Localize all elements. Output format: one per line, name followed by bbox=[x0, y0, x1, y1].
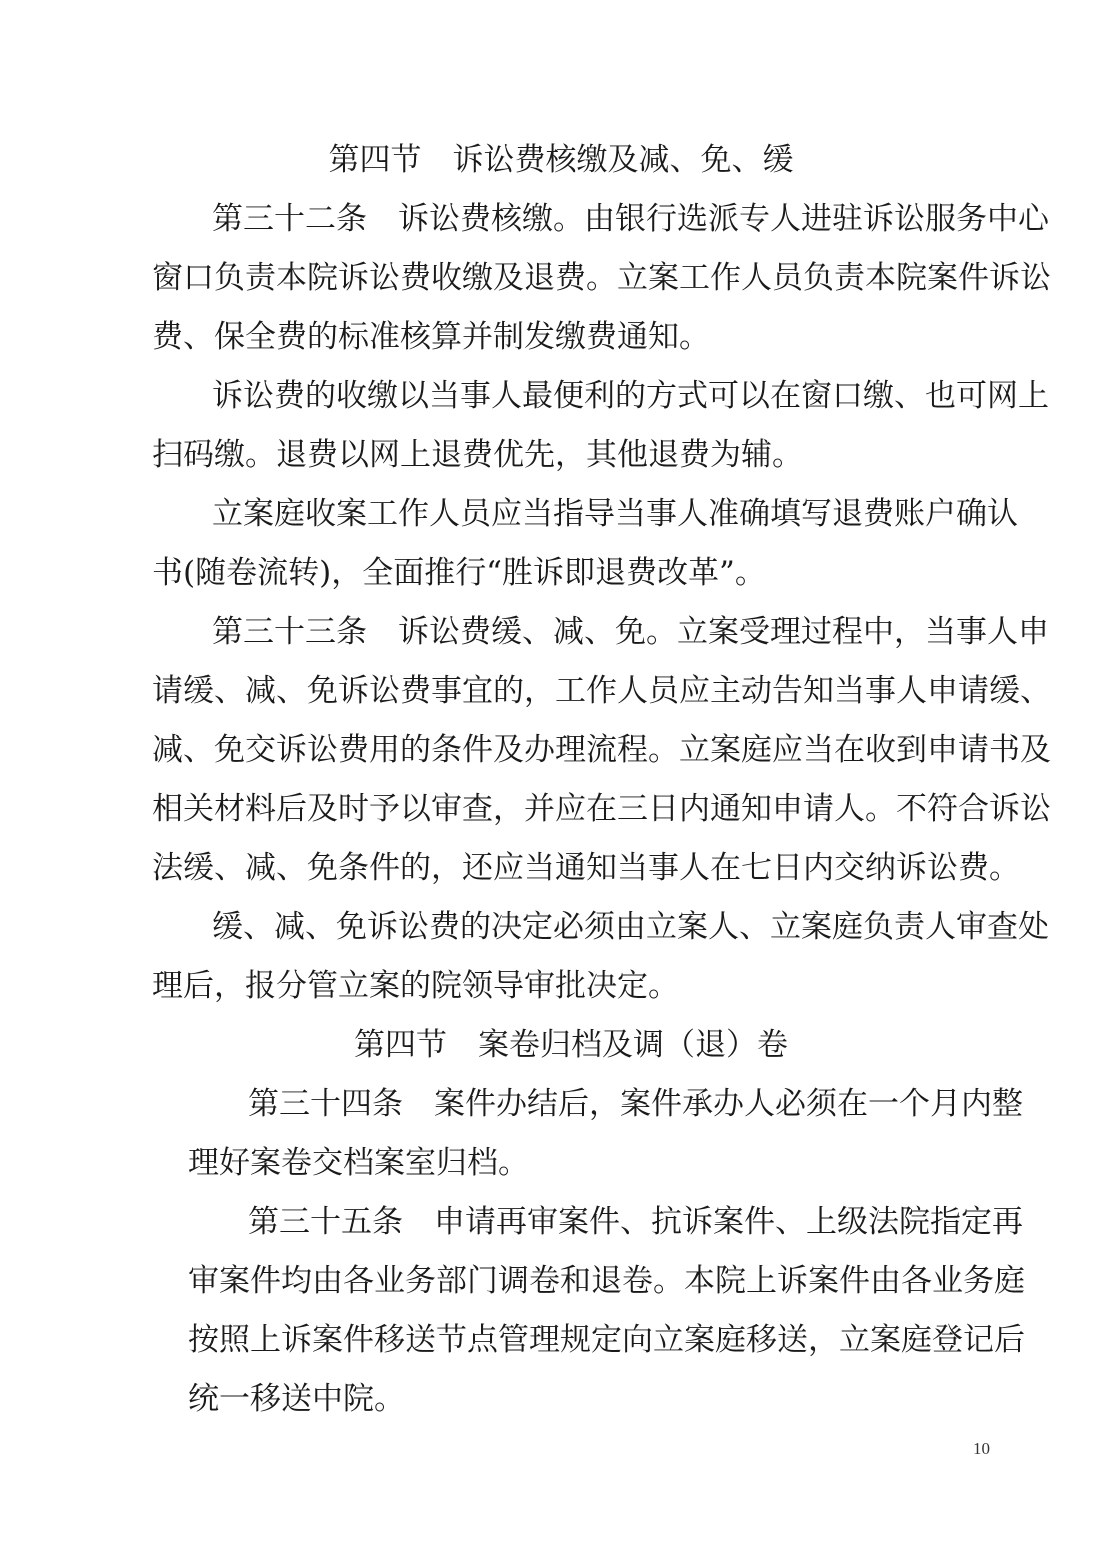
refund-paragraph-line-1: 立案庭收案工作人员应当指导当事人准确填写退费账户确认 bbox=[212, 496, 1018, 532]
approval-paragraph-line-1: 缓、减、免诉讼费的决定必须由立案人、立案庭负责人审查处 bbox=[212, 909, 1049, 945]
article-33-line-4: 相关材料后及时予以审查，并应在三日内通知申请人。不符合诉讼 bbox=[152, 791, 1051, 827]
refund-paragraph-line-2: 书(随卷流转)，全面推行“胜诉即退费改革”。 bbox=[152, 555, 766, 591]
article-33-line-5: 法缓、减、免条件的，还应当通知当事人在七日内交纳诉讼费。 bbox=[152, 850, 1020, 886]
article-34-line-1: 第三十四条 案件办结后，案件承办人必须在一个月内整 bbox=[248, 1086, 1023, 1122]
page-number: 10 bbox=[973, 1439, 990, 1458]
article-35-line-2: 审案件均由各业务部门调卷和退卷。本院上诉案件由各业务庭 bbox=[188, 1263, 1025, 1299]
section-heading-archiving: 第四节 案卷归档及调（退）卷 bbox=[354, 1027, 788, 1063]
collection-paragraph-line-2: 扫码缴。退费以网上退费优先，其他退费为辅。 bbox=[152, 437, 803, 473]
article-32-line-1: 第三十二条 诉讼费核缴。由银行选派专人进驻诉讼服务中心 bbox=[212, 201, 1049, 237]
article-33-line-3: 减、免交诉讼费用的条件及办理流程。立案庭应当在收到申请书及 bbox=[152, 732, 1051, 768]
article-32-line-2: 窗口负责本院诉讼费收缴及退费。立案工作人员负责本院案件诉讼 bbox=[152, 260, 1051, 296]
article-32-line-3: 费、保全费的标准核算并制发缴费通知。 bbox=[152, 319, 710, 355]
collection-paragraph-line-1: 诉讼费的收缴以当事人最便利的方式可以在窗口缴、也可网上 bbox=[212, 378, 1049, 414]
approval-paragraph-line-2: 理后，报分管立案的院领导审批决定。 bbox=[152, 968, 679, 1004]
article-33-line-1: 第三十三条 诉讼费缓、减、免。立案受理过程中，当事人申 bbox=[212, 614, 1049, 650]
section-heading-fee-collection: 第四节 诉讼费核缴及减、免、缓 bbox=[328, 142, 794, 178]
article-35-line-1: 第三十五条 申请再审案件、抗诉案件、上级法院指定再 bbox=[248, 1204, 1023, 1240]
article-33-line-2: 请缓、减、免诉讼费事宜的，工作人员应主动告知当事人申请缓、 bbox=[152, 673, 1051, 709]
article-35-line-3: 按照上诉案件移送节点管理规定向立案庭移送，立案庭登记后 bbox=[188, 1322, 1025, 1358]
article-34-line-2: 理好案卷交档案室归档。 bbox=[188, 1145, 529, 1181]
article-35-line-4: 统一移送中院。 bbox=[188, 1381, 405, 1417]
